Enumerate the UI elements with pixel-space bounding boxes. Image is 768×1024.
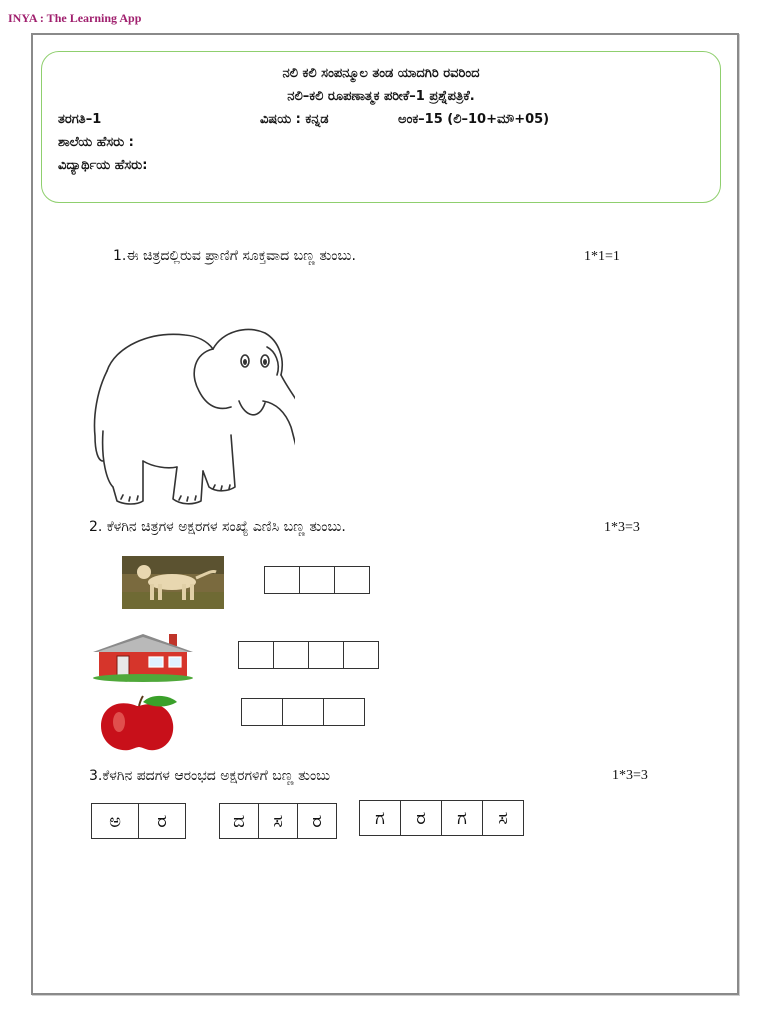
letter-cell[interactable]: ಗ [442,800,483,836]
letter-cell[interactable]: ಅ [91,803,139,839]
letter-cell[interactable]: ಗ [359,800,401,836]
word-2-boxes [219,803,337,839]
letter-cell[interactable]: ಸ [483,800,524,836]
school-name-label: ಶಾಲೆಯ ಹೆಸರು : [58,135,134,150]
letter-box[interactable] [324,698,365,726]
house-letter-boxes [238,641,379,669]
class-label: ತರಗತಿ–1 [58,112,102,127]
subject-label: ವಿಷಯ : ಕನ್ನಡ [260,112,329,127]
question-3-marks: 1*3=3 [612,768,648,783]
apple-letter-boxes [241,698,365,726]
letter-box[interactable] [264,566,300,594]
letter-cell[interactable]: ರ [401,800,442,836]
letter-box[interactable] [344,641,379,669]
apple-picture-icon [97,694,181,752]
elephant-drawing-icon [89,311,295,511]
worksheet-page [31,33,739,995]
letter-box[interactable] [335,566,370,594]
letter-box[interactable] [309,641,344,669]
house-picture-icon [91,632,195,682]
question-3-text: 3.ಕೆಳಗಿನ ಪದಗಳ ಆರಂಭದ ಅಕ್ಷರಗಳಿಗೆ ಬಣ್ಣ ತುಂಬು [89,768,331,784]
student-name-label: ವಿದ್ಯಾರ್ಥಿಯ ಹೆಸರು: [58,158,148,173]
letter-box[interactable] [274,641,309,669]
letter-cell[interactable]: ದ [219,803,259,839]
dog-letter-boxes [264,566,370,594]
header-line-2: ನಲಿ–ಕಲಿ ರೂಪಣಾತ್ಮಕ ಪರೀಕೆ–1 ಪ್ರಶ್ನೆಪತ್ರಿಕೆ. [287,89,475,104]
question-2-text: 2. ಕೆಳಗಿನ ಚಿತ್ರಗಳ ಅಕ್ಷರಗಳ ಸಂಖ್ಯೆ ಎಣಿಸಿ ಬಣ್ಣ ತುಂಬು. [89,519,346,535]
word-3-boxes [359,800,524,836]
app-title: INYA : The Learning App [8,11,142,25]
question-1-marks: 1*1=1 [584,249,620,264]
letter-box[interactable] [283,698,324,726]
dog-photo-icon [122,556,224,609]
letter-cell[interactable]: ಸ [259,803,298,839]
header-box [41,51,721,203]
letter-box[interactable] [241,698,283,726]
marks-label: ಅಂಕ–15 (ಲಿ–10+ಮೌ+05) [398,112,550,127]
question-1-text: 1.ಈ ಚಿತ್ರದಲ್ಲಿರುವ ಪ್ರಾಣಿಗೆ ಸೂಕ್ತವಾದ ಬಣ್ಣ ತುಂಬು. [113,248,356,264]
word-1-boxes [91,803,186,839]
letter-cell[interactable]: ರ [139,803,186,839]
header-line-1: ನಲಿ ಕಲಿ ಸಂಪನ್ಮೂಲ ತಂಡ ಯಾದಗಿರಿ ರವರಿಂದ [282,66,480,81]
letter-box[interactable] [300,566,335,594]
letter-cell[interactable]: ರ [298,803,337,839]
letter-box[interactable] [238,641,274,669]
question-2-marks: 1*3=3 [604,520,640,535]
